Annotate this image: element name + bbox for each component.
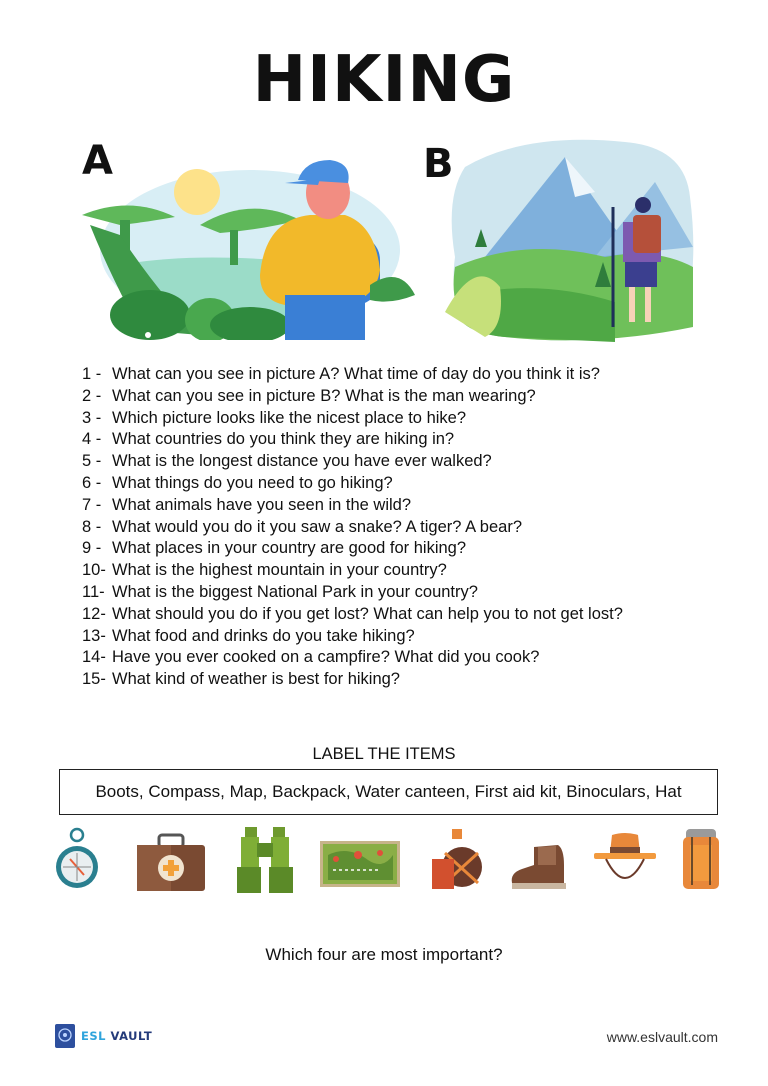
footer-url: www.eslvault.com	[606, 1029, 718, 1045]
question-item: 8 - What would you do it you saw a snake? A tiger? A bear?	[82, 517, 523, 536]
question-item: 12- What should you do if you get lost? What can help you to not get lost?	[82, 604, 623, 623]
question-item: 11- What is the biggest National Park in your country?	[82, 582, 478, 601]
picture-a-hiker-lake	[80, 155, 420, 340]
question-item: 4 - What countries do you think they are hiking in?	[82, 430, 455, 449]
question-item: 7 - What animals have you seen in the wild?	[82, 495, 411, 514]
discussion-questions	[82, 364, 623, 691]
hat-icon	[592, 825, 658, 895]
word-bank-box	[59, 769, 718, 815]
question-item: 10- What is the highest mountain in your country?	[82, 561, 447, 580]
binoculars-icon	[235, 825, 295, 895]
question-item: 9 - What places in your country are good for hiking?	[82, 539, 467, 558]
esl-vault-logo: ESL VAULT	[55, 1024, 152, 1048]
boots-icon	[508, 825, 572, 895]
picture-a-label: A	[82, 138, 113, 184]
map-icon	[318, 825, 402, 895]
items-row	[50, 825, 730, 895]
label-items-heading: LABEL THE ITEMS	[312, 745, 456, 763]
compass-icon	[54, 825, 100, 895]
question-item: 3 - Which picture looks like the nicest place to hike?	[82, 408, 467, 427]
question-item: 1 - What can you see in picture A? What time of day do you think it is?	[82, 365, 600, 383]
question-item: 15- What kind of weather is best for hiking?	[82, 670, 400, 689]
picture-b-hiker-mountains	[445, 137, 700, 342]
first-aid-kit-icon	[135, 825, 207, 895]
question-item: 13- What food and drinks do you take hiking?	[82, 626, 415, 645]
word-bank-text: Boots, Compass, Map, Backpack, Water canteen, First aid kit, Binoculars, Hat	[95, 782, 682, 801]
question-item: 6 - What things do you need to go hiking?	[82, 473, 393, 492]
page-title: HIKING	[252, 43, 516, 117]
backpack-icon	[680, 825, 722, 895]
water-canteen-icon	[430, 825, 486, 895]
question-item: 5 - What is the longest distance you have ever walked?	[82, 452, 492, 471]
vault-icon	[55, 1024, 75, 1048]
question-item: 14- Have you ever cooked on a campfire? What did you cook?	[82, 648, 540, 667]
picture-b-label: B	[423, 141, 454, 187]
discussion-prompt: Which four are most important?	[265, 945, 503, 964]
question-item: 2 - What can you see in picture B? What is the man wearing?	[82, 386, 536, 405]
